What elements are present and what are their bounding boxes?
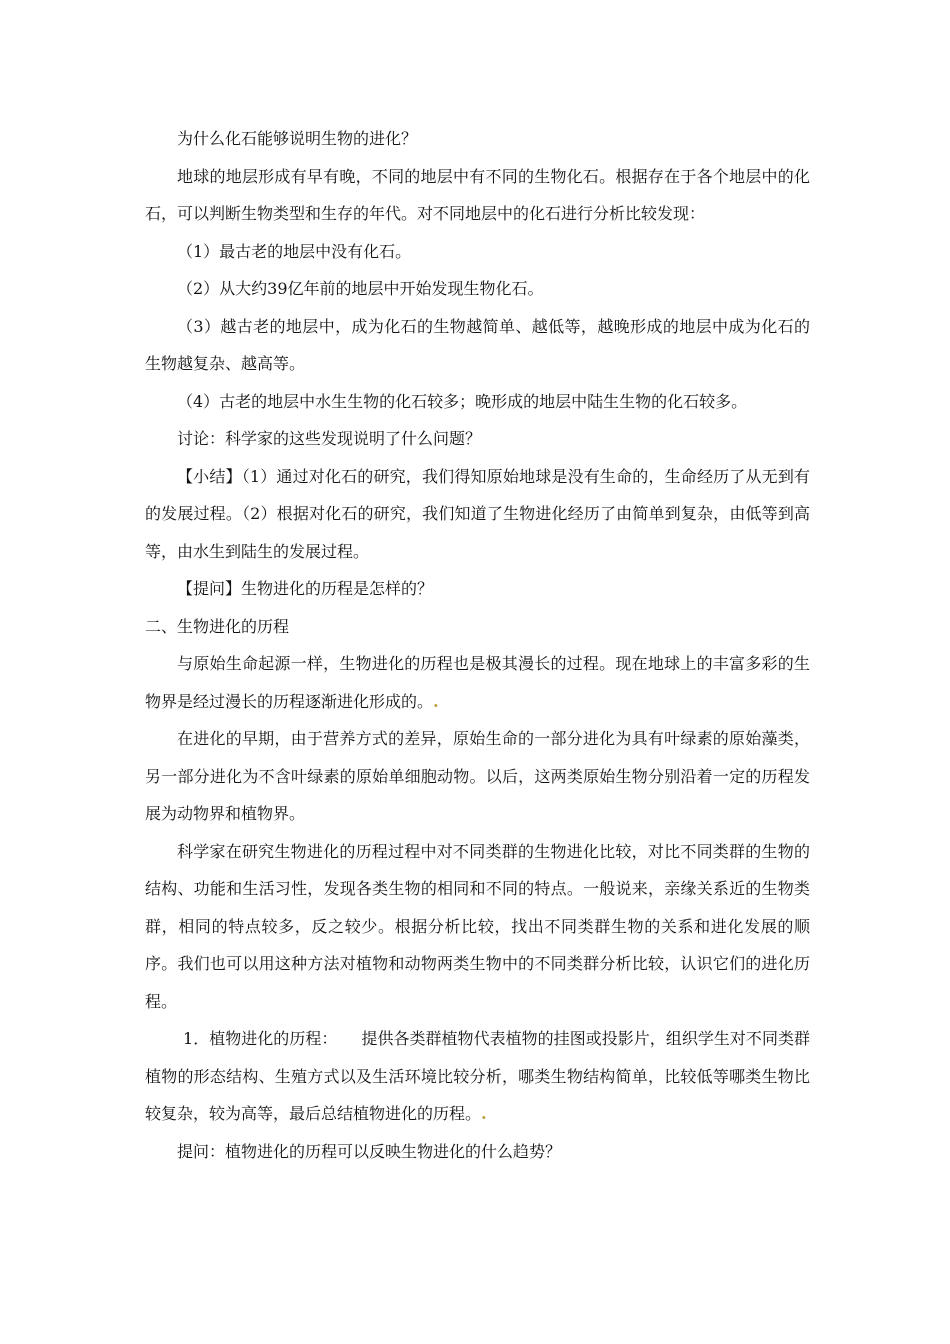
paragraph-early-evolution: 在进化的早期，由于营养方式的差异，原始生命的一部分进化为具有叶绿素的原始藻类，另一部分进化为不含叶绿素的原始单细胞动物。以后，这两类原始生物分别沿着一定的历程发展为动物界和植物界。 — [145, 729, 810, 823]
question-heading: 为什么化石能够说明生物的进化？ — [177, 129, 418, 148]
discussion-question: 讨论：科学家的这些发现说明了什么问题？ — [177, 429, 482, 448]
finding-4: （4）古老的地层中水生生物的化石较多；晚形成的地层中陆生生物的化石较多。 — [177, 391, 748, 411]
question-prompt: 【提问】生物进化的历程是怎样的？ — [177, 579, 434, 598]
paragraph-comparison: 科学家在研究生物进化的历程过程中对不同类群的生物进化比较，对比不同类群的生物的结构、功能和生活习性，发现各类生物的相同和不同的特点。一般说来，亲缘关系近的生物类群，相同的特点较多，反之较少。根据分析比较，找出不同类群生物的关系和进化发展的顺序。我们也可以用这种方法对植物和动物两类生物中的不同类群分析比较，认识它们的进化历程。 — [145, 841, 810, 1011]
paragraph-text: 1．植物进化的历程： 提供各类群植物代表植物的挂图或投影片，组织学生对不同类群植物的形态结构、生殖方式以及生活环境比较分析，哪类生物结构简单，比较低等哪类生物比较复杂，较为高等，最后总结植物进化的历程。 — [145, 1029, 810, 1123]
stray-mark: . — [481, 1104, 487, 1123]
finding-1: （1）最古老的地层中没有化石。 — [177, 241, 412, 261]
plant-evolution-item — [145, 1020, 810, 1133]
paragraph-strata: 地球的地层形成有早有晚，不同的地层中有不同的生物化石。根据存在于各个地层中的化石，可以判断生物类型和生存的年代。对不同地层中的化石进行分析比较发现： — [145, 166, 810, 223]
trend-question: 提问：植物进化的历程可以反映生物进化的什么趋势？ — [177, 1141, 562, 1161]
document-body — [145, 120, 810, 1170]
summary-paragraph: 【小结】（1）通过对化石的研究，我们得知原始地球是没有生命的，生命经历了从无到有的发展过程。（2）根据对化石的研究，我们知道了生物进化经历了由简单到复杂，由低等到高等，由水生到陆生的发展过程。 — [145, 466, 810, 561]
stray-mark: . — [433, 691, 439, 711]
section-heading: 二、生物进化的历程 — [145, 616, 290, 636]
finding-3: （3）越古老的地层中，成为化石的生物越简单、越低等，越晚形成的地层中成为化石的生物越复杂、越高等。 — [145, 316, 810, 373]
paragraph-evolution-intro — [145, 645, 810, 720]
finding-2: （2）从大约39亿年前的地层中开始发现生物化石。 — [177, 279, 544, 298]
paragraph-text: 与原始生命起源一样，生物进化的历程也是极其漫长的过程。现在地球上的丰富多彩的生物界是经过漫长的历程逐渐进化形成的。 — [145, 654, 810, 711]
